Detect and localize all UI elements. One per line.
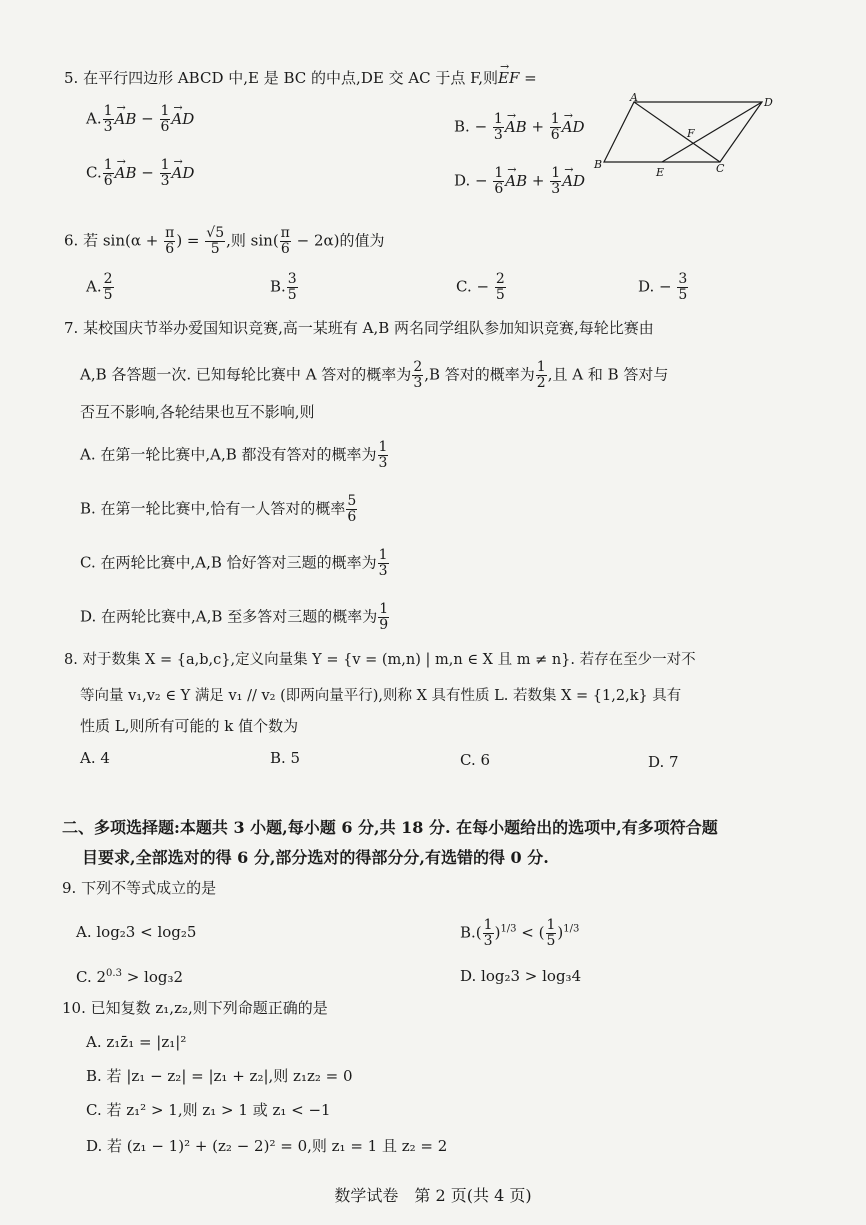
- label-e: E: [656, 166, 665, 179]
- q10-stem: 10. 已知复数 z₁,z₂,则下列命题正确的是: [62, 999, 328, 1017]
- q8-option-b: B. 5: [270, 749, 301, 767]
- q7-line3: 否互不影响,各轮结果也互不影响,则: [80, 403, 315, 421]
- q6-option-c: C. − $\frac{2}{5}$: [456, 271, 505, 303]
- q7-option-c: C. 在两轮比赛中,A,B 恰好答对三题的概率为 $\frac{1}{3}$: [80, 547, 388, 579]
- q8-line2: 等向量 v₁,v₂ ∈ Y 满足 v₁ // v₂ (即两向量平行),则称 X 具有性质 L. 若数集 X = {1,2,k} 具有: [80, 688, 682, 704]
- q8-option-c: C. 6: [460, 751, 491, 769]
- parallelogram-diagram: [590, 92, 780, 182]
- label-c: C: [716, 162, 725, 175]
- section2-heading-line1: 二、多项选择题:本题共 3 小题,每小题 6 分,共 18 分. 在每小题给出的选项中,有多项符合题: [62, 818, 718, 837]
- q5-option-d: D. − $\frac{1}{6}$ → AB + $\frac{1}{3}$ → AD: [454, 166, 585, 197]
- q7-line2: A,B 各答题一次. 已知每轮比赛中 A 答对的概率为 $\frac{2}{3}$ ,B 答对的概率为 $\frac{1}{2}$ ,且 A 和 B 答对与: [80, 359, 669, 391]
- q7-option-b: B. 在第一轮比赛中,恰有一人答对的概率 $\frac{5}{6}$: [80, 493, 357, 525]
- q8-line1: 8. 对于数集 X = {a,b,c},定义向量集 Y = {v = (m,n) | m,n ∈ X 且 m ≠ n}. 若存在至少一对不: [64, 652, 696, 668]
- label-d: D: [764, 96, 773, 109]
- q6-option-d: D. − $\frac{3}{5}$: [638, 271, 688, 303]
- q9-stem: 9. 下列不等式成立的是: [62, 879, 217, 897]
- q5-stem: 5. 在平行四边形 ABCD 中,E 是 BC 的中点,DE 交 AC 于点 F,则→ EF =: [64, 68, 537, 88]
- parallelogram-abcd: [604, 102, 762, 162]
- q10-option-b: B. 若 |z₁ − z₂| = |z₁ + z₂|,则 z₁z₂ = 0: [86, 1067, 353, 1085]
- q6-stem: 6. 若 sin(α + $\frac{\pi}{6}$ ) = $\frac{√5}{5}$ ,则 sin( $\frac{\pi}{6}$ − 2α)的值为: [64, 225, 385, 257]
- q9-option-d: D. log₂3 > log₃4: [460, 967, 582, 985]
- section2-heading-line2: 目要求,全部选对的得 6 分,部分选对的得部分分,有选错的得 0 分.: [82, 848, 549, 867]
- label-b: B: [594, 158, 603, 171]
- q8-line3: 性质 L,则所有可能的 k 值个数为: [80, 717, 299, 735]
- q6-option-b: B. $\frac{3}{5}$: [270, 271, 297, 303]
- q7-line1: 7. 某校国庆节举办爱国知识竞赛,高一某班有 A,B 两名同学组队参加知识竞赛,每轮比赛由: [64, 319, 654, 337]
- q5-option-a: A. $\frac{1}{3}$ → AB − $\frac{1}{6}$ → AD: [86, 104, 194, 135]
- label-f: F: [687, 127, 695, 140]
- page-footer: 数学试卷 第 2 页(共 4 页): [334, 1186, 532, 1205]
- q9-option-c: C. $2^{0.3} > \log_32$: [76, 968, 184, 986]
- label-a: A: [630, 92, 638, 104]
- q8-option-a: A. 4: [80, 749, 110, 767]
- q10-option-a: A. z₁z̄₁ = |z₁|²: [86, 1033, 187, 1051]
- q10-option-d: D. 若 (z₁ − 1)² + (z₂ − 2)² = 0,则 z₁ = 1 且 z₂ = 2: [86, 1137, 448, 1155]
- q9-option-a: A. log₂3 < log₂5: [76, 923, 197, 941]
- q8-option-d: D. 7: [648, 753, 679, 771]
- q6-option-a: A. $\frac{2}{5}$: [86, 271, 113, 303]
- vector-ef: → EF: [498, 69, 519, 87]
- q10-option-c: C. 若 z₁² > 1,则 z₁ > 1 或 z₁ < −1: [86, 1101, 331, 1119]
- q7-option-d: D. 在两轮比赛中,A,B 至多答对三题的概率为 $\frac{1}{9}$: [80, 601, 389, 633]
- q5-option-c: C. $\frac{1}{6}$ → AB − $\frac{1}{3}$ → AD: [86, 158, 194, 189]
- q7-option-a: A. 在第一轮比赛中,A,B 都没有答对的概率为 $\frac{1}{3}$: [80, 439, 388, 471]
- q9-option-b: B.( $\frac{1}{3}$ )$^{1/3}$ < ( $\frac{1}{5}$ )$^{1/3}$: [460, 917, 580, 949]
- q5-option-b: B. − $\frac{1}{3}$ → AB + $\frac{1}{6}$ → AD: [454, 112, 585, 143]
